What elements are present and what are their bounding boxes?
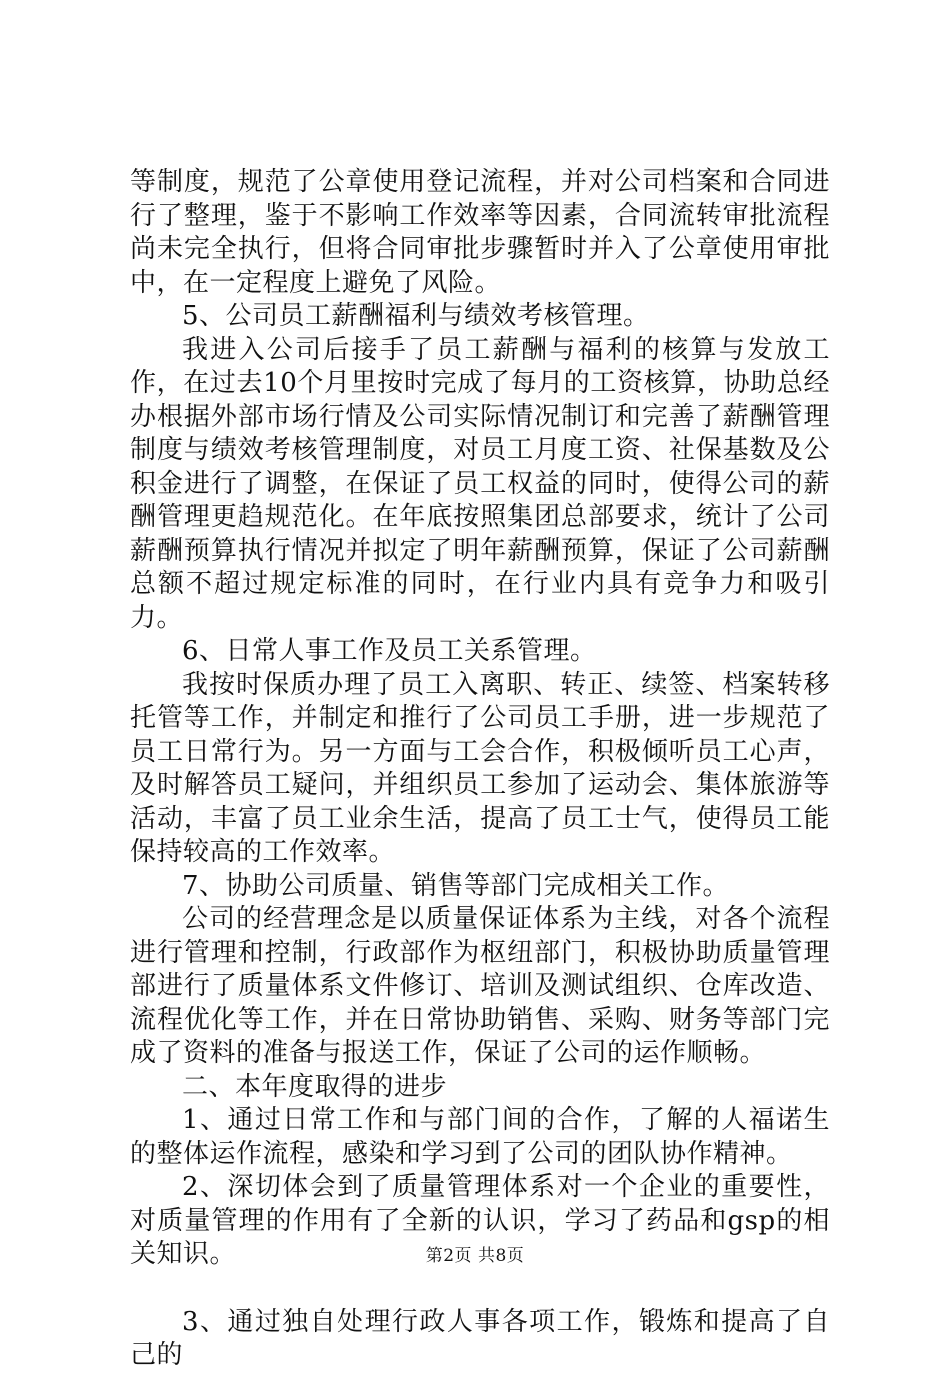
section-heading-progress: 二、本年度取得的进步 bbox=[182, 1071, 448, 1102]
section-heading-5: 5、公司员工薪酬福利与绩效考核管理。 bbox=[182, 301, 650, 331]
progress-item-1: 1、通过日常工作和与部门间的合作，了解的人福诺生的整体运作流程，感染和学习到了公司的团队协作精神。 bbox=[130, 1105, 830, 1169]
progress-item-3: 3、通过独自处理行政人事各项工作，锻炼和提高了自己的 bbox=[130, 1306, 830, 1370]
paragraph-quality: 公司的经营理念是以质量保证体系为主线，对各个流程进行管理和控制，行政部作为枢纽部门，积极协助质量管理部进行了质量体系文件修订、培训及测试组织、仓库改造、流程优化等工作，并在日常协助销售、采购、财务等部门完成了资料的准备与报送工作，保证了公司的运作顺畅。 bbox=[130, 904, 830, 1068]
section-heading-6: 6、日常人事工作及员工关系管理。 bbox=[182, 636, 597, 666]
paragraph-continuation: 等制度，规范了公章使用登记流程，并对公司档案和合同进行了整理，鉴于不影响工作效率等因素，合同流转审批流程尚未完全执行，但将合同审批步骤暂时并入了公章使用审批中，在一定程度上避免了风险。 bbox=[130, 167, 830, 298]
document-body bbox=[130, 166, 830, 1373]
paragraph-hr: 我按时保质办理了员工入离职、转正、续签、档案转移托管等工作，并制定和推行了公司员工手册，进一步规范了员工日常行为。另一方面与工会合作，积极倾听员工心声，及时解答员工疑问，并组织员工参加了运动会、集体旅游等活动，丰富了员工业余生活，提高了员工士气，使得员工能保持较高的工作效率。 bbox=[130, 669, 830, 867]
paragraph-salary: 我进入公司后接手了员工薪酬与福利的核算与发放工作，在过去10个月里按时完成了每月的工资核算，协助总经办根据外部市场行情及公司实际情况制订和完善了薪酬管理制度与绩效考核管理制度，对员工月度工资、社保基数及公积金进行了调整，在保证了员工权益的同时，使得公司的薪酬管理更趋规范化。在年底按照集团总部要求，统计了公司薪酬预算执行情况并拟定了明年薪酬预算，保证了公司薪酬总额不超过规定标准的同时，在行业内具有竞争力和吸引力。 bbox=[130, 334, 830, 633]
page-footer: 第2页 共8页 bbox=[425, 1246, 525, 1266]
section-heading-7: 7、协助公司质量、销售等部门完成相关工作。 bbox=[182, 870, 730, 901]
progress-item-2: 2、深切体会到了质量管理体系对一个企业的重要性，对质量管理的作用有了全新的认识，学习了药品和gsp的相关知识。 bbox=[130, 1172, 830, 1269]
